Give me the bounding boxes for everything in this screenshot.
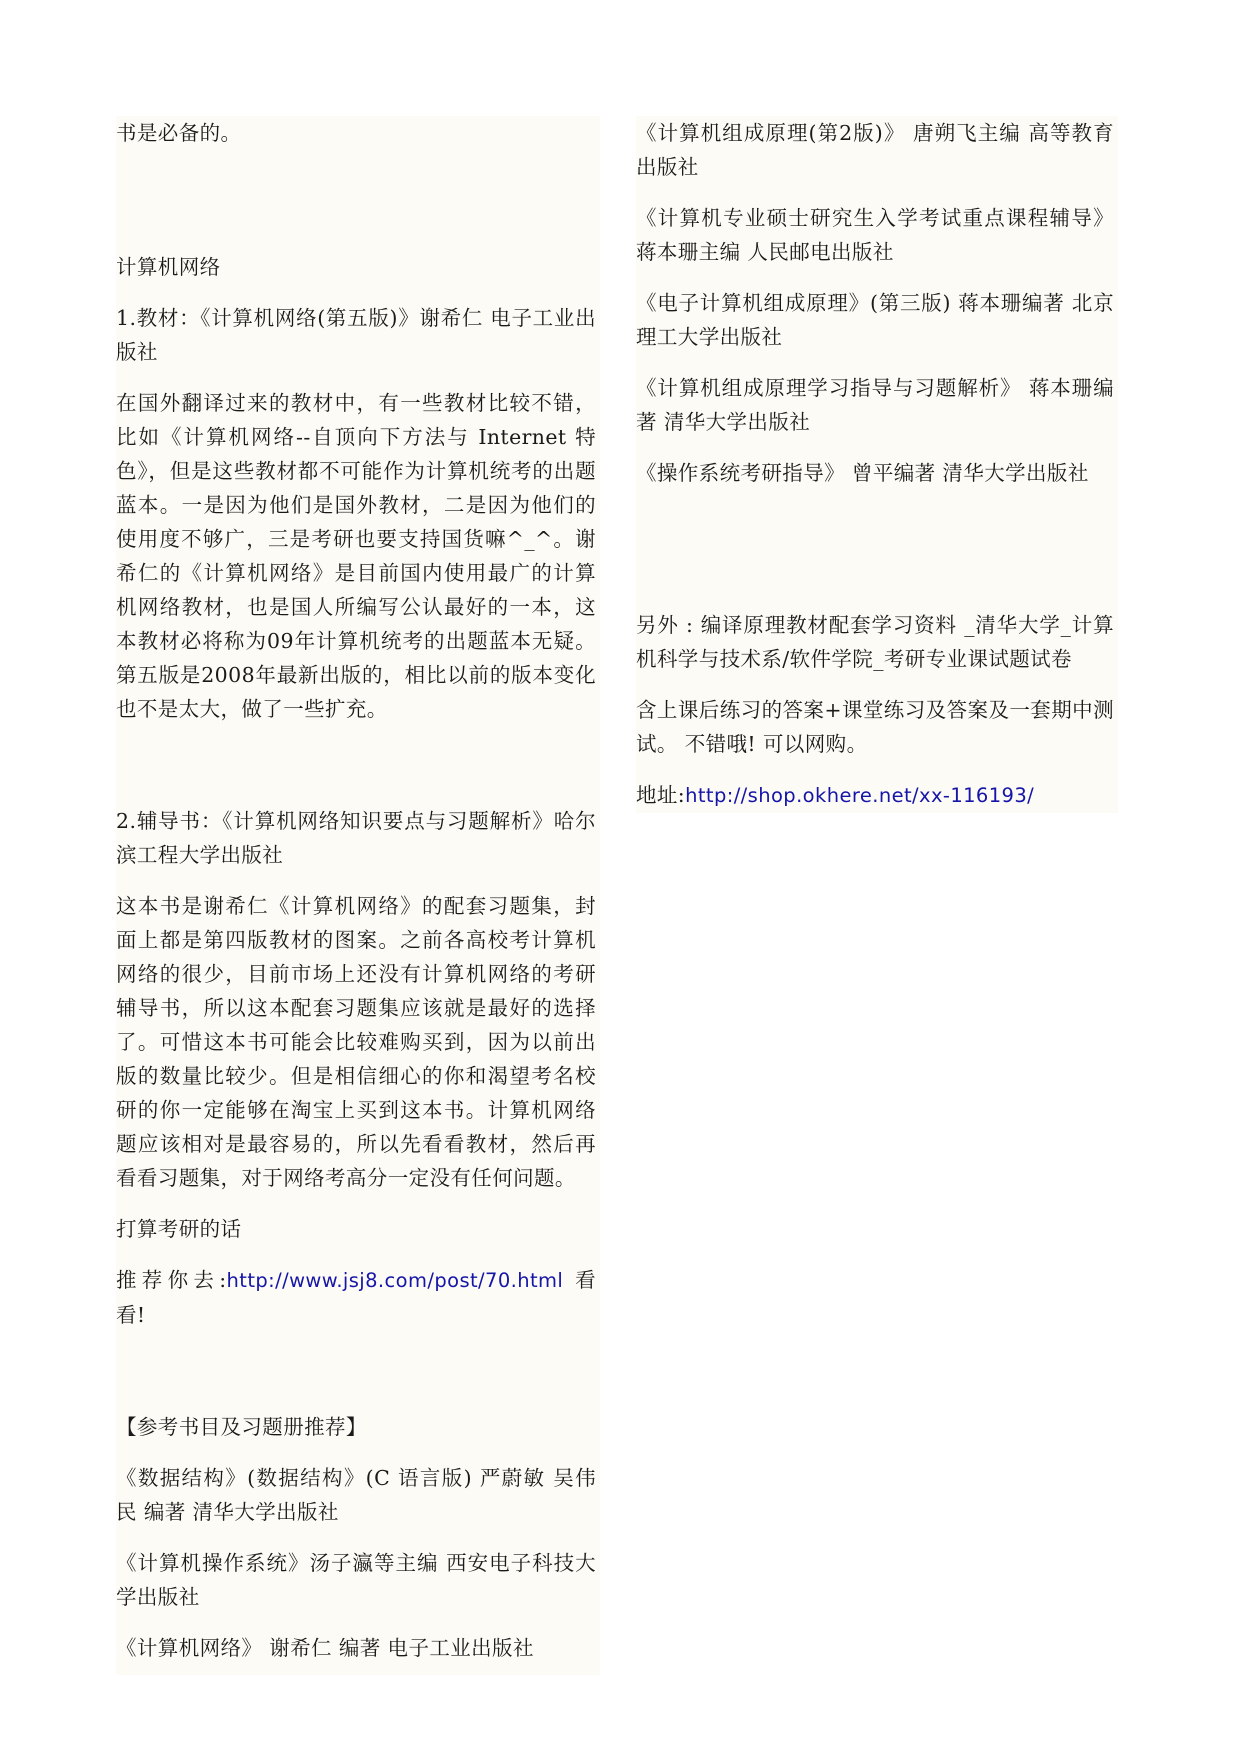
shop-link[interactable]: http://shop.okhere.net/xx-116193/ [685, 784, 1035, 807]
paragraph-textbook: 1.教材：《计算机网络(第五版)》谢希仁 电子工业出版社 [116, 306, 596, 364]
paragraph-textbook-review: 在国外翻译过来的教材中，有一些教材比较不错，比如《计算机网络--自顶向下方法与 Internet 特色》，但是这些教材都不可能作为计算机统考的出题蓝本。一是因为他们是国外教材，二是因为他们的使用度不够广，三是考研也要支持国货嘛^_^。谢希仁的《计算机网络》是目前国内使用最广的计算机网络教材，也是国人所编写公认最好的一本，这本教材必将称为09年计算机统考的出题蓝本无疑。第五版是2008年最新出版的，相比以前的版本变化也不是太大，做了一些扩充。 [116, 391, 596, 721]
paragraph-planning-exam: 打算考研的话 [116, 1217, 242, 1241]
reference-exam-guide: 《计算机专业硕士研究生入学考试重点课程辅导》蒋本珊主编 人民邮电出版社 [636, 206, 1114, 264]
paragraph-book-required: 书是必备的。 [116, 121, 242, 145]
reference-data-structures: 《数据结构》(数据结构》(C 语言版) 严蔚敏 吴伟民 编著 清华大学出版社 [116, 1466, 596, 1524]
paragraph-shop-address [636, 778, 1118, 813]
section-heading-computer-network: 计算机网络 [116, 255, 221, 279]
reference-organization-exercises: 《计算机组成原理学习指导与习题解析》 蒋本珊编著 清华大学出版社 [636, 376, 1114, 434]
reference-os-exam-guide: 《操作系统考研指导》 曾平编著 清华大学出版社 [636, 461, 1089, 485]
left-column [116, 116, 600, 1675]
right-column [636, 116, 1118, 813]
paragraph-guide-book: 2.辅导书：《计算机网络知识要点与习题解析》哈尔滨工程大学出版社 [116, 809, 596, 867]
paragraph-guide-book-review: 这本书是谢希仁《计算机网络》的配套习题集，封面上都是第四版教材的图案。之前各高校考计算机网络的很少，目前市场上还没有计算机网络的考研辅导书，所以这本配套习题集应该就是最好的选择了。可惜这本书可能会比较难购买到，因为以前出版的数量比较少。但是相信细心的你和渴望考名校研的你一定能够在淘宝上买到这本书。计算机网络题应该相对是最容易的，所以先看看教材，然后再看看习题集，对于网络考高分一定没有任何问题。 [116, 894, 596, 1190]
reference-operating-system: 《计算机操作系统》汤子瀛等主编 西安电子科技大学出版社 [116, 1551, 596, 1609]
jsj8-link[interactable]: http://www.jsj8.com/post/70.html [226, 1269, 564, 1292]
recommend-suffix: 看看! [116, 1268, 596, 1327]
paragraph-recommend-link [116, 1263, 600, 1332]
section-heading-reference-books: 【参考书目及习题册推荐】 [116, 1415, 367, 1439]
paragraph-compiler-materials: 另外 : 编译原理教材配套学习资料 _清华大学_计算机科学与技术系/软件学院_考研专业课试题试卷 [636, 613, 1114, 671]
paragraph-materials-contents: 含上课后练习的答案+课堂练习及答案及一套期中测试。 不错哦! 可以网购。 [636, 698, 1114, 756]
spacer [116, 1665, 600, 1675]
reference-computer-organization: 《计算机组成原理(第2版)》 唐朔飞主编 高等教育出版社 [636, 121, 1114, 179]
recommend-prefix: 推荐你去: [116, 1268, 227, 1292]
reference-electronic-computer-organization: 《电子计算机组成原理》(第三版) 蒋本珊编著 北京理工大学出版社 [636, 291, 1114, 349]
reference-computer-network: 《计算机网络》 谢希仁 编著 电子工业出版社 [116, 1636, 534, 1660]
address-prefix: 地址: [636, 783, 686, 807]
